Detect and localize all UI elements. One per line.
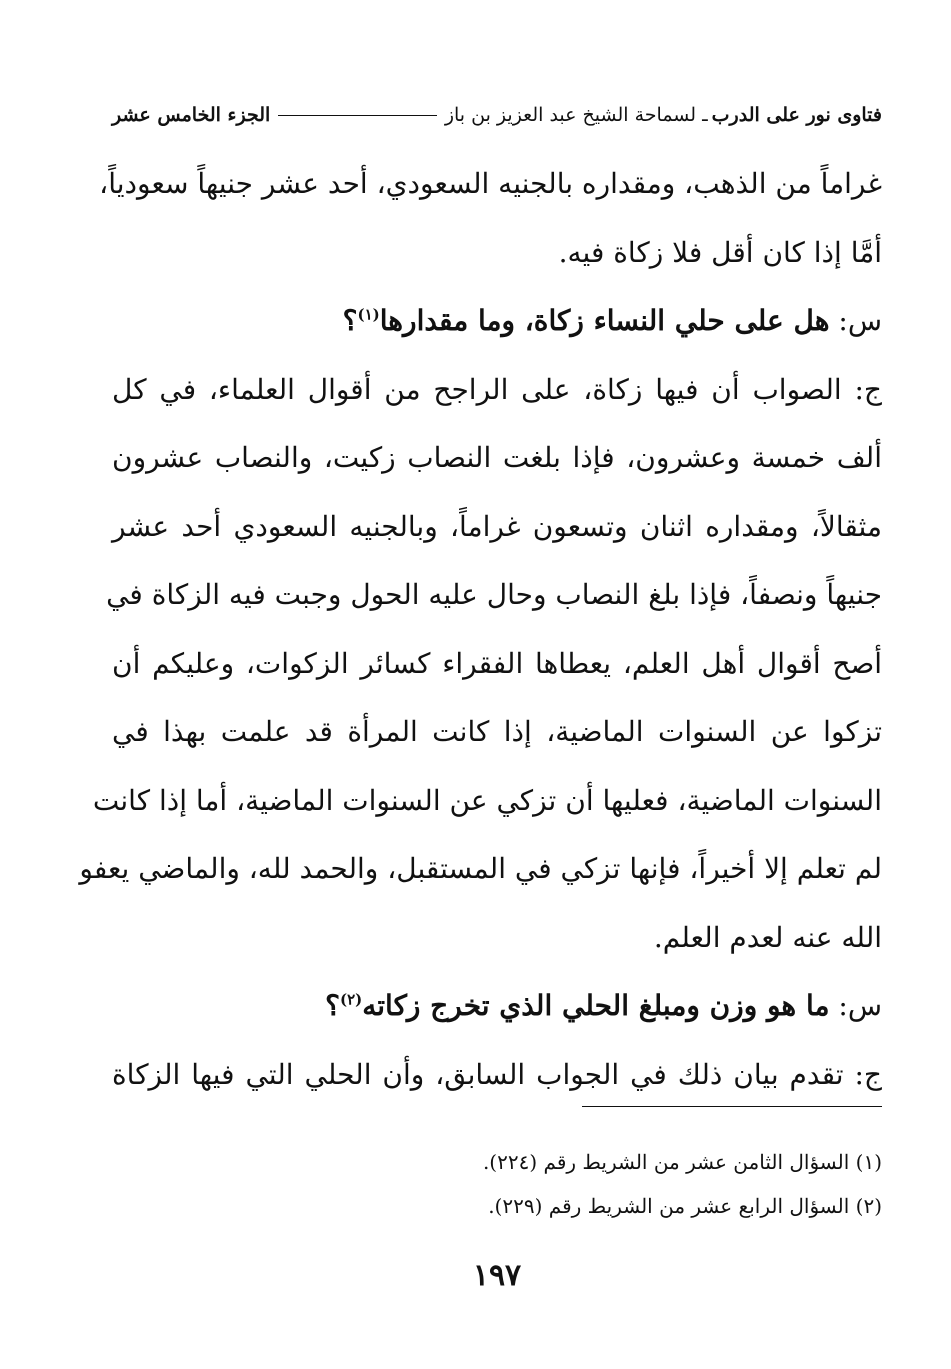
answer-line (112, 1041, 882, 1110)
header-book-title: فتاوى نور على الدرب (711, 104, 882, 126)
footnote-reference[interactable]: (٢) (339, 990, 363, 1009)
footnotes (112, 1140, 882, 1228)
text-line: السنوات الماضية، فعليها أن تزكي عن السنوات الماضية، أما إذا كانت (92, 783, 882, 817)
answer-prefix: ج: (843, 1057, 882, 1091)
text-line: الله عنه لعدم العلم. (653, 920, 882, 954)
question-text: هل على حلي النساء زكاة، وما مقدارها (379, 304, 830, 337)
footnote-separator (582, 1106, 882, 1107)
answer-line (112, 356, 882, 425)
text-line: أصح أقوال أهل العلم، يعطاها الفقراء كسائر الزكوات، وعليكم أن (112, 646, 882, 680)
text-line: أمَّا إذا كان أقل فلا زكاة فيه. (558, 235, 882, 269)
header-rule (278, 115, 437, 116)
question-line (112, 972, 882, 1041)
text-line: ألف خمسة وعشرون، فإذا بلغت النصاب زكيت، والنصاب عشرون (112, 441, 882, 474)
text-line: مثقالاً، ومقداره اثنان وتسعون غراماً، وبالجنيه السعودي أحد عشر (112, 509, 882, 543)
question-mark: ؟ (342, 304, 358, 337)
question-prefix: س: (829, 989, 882, 1022)
header-part: الجزء الخامس عشر (112, 104, 271, 126)
question-text: ما هو وزن ومبلغ الحلي الذي تخرج زكاته (362, 989, 830, 1022)
text-line: جنيهاً ونصفاً، فإذا بلغ النصاب وحال عليه الحول وجبت فيه الزكاة في (106, 578, 882, 611)
running-header (112, 100, 882, 130)
body-text (79, 150, 882, 1109)
book-page (79, 0, 882, 1369)
text-line: لم تعلم إلا أخيراً، فإنها تزكي في المستقبل، والحمد لله، والماضي يعفو (79, 852, 882, 885)
page-number: ١٩٧ (472, 1258, 522, 1293)
question-mark: ؟ (325, 989, 340, 1022)
answer-text: تقدم بيان ذلك في الجواب السابق، وأن الحلي التي فيها الزكاة (112, 1057, 844, 1091)
question-line (112, 287, 882, 356)
footnote: (١) السؤال الثامن عشر من الشريط رقم (٢٢٤). (482, 1150, 882, 1174)
question-prefix: س: (829, 304, 882, 337)
footnote-reference[interactable]: (١) (357, 305, 380, 324)
answer-text: الصواب أن فيها زكاة، على الراجح من أقوال العلماء، في كل (112, 372, 842, 406)
text-line: تزكوا عن السنوات الماضية، إذا كانت المرأة قد علمت بهذا في (112, 715, 882, 748)
footnote: (٢) السؤال الرابع عشر من الشريط رقم (٢٢٩). (488, 1194, 882, 1218)
header-author: ـ لسماحة الشيخ عبد العزيز بن باز (444, 104, 708, 126)
text-line: غراماً من الذهب، ومقداره بالجنيه السعودي، أحد عشر جنيهاً سعودياً، (99, 167, 882, 200)
answer-prefix: ج: (841, 372, 882, 406)
